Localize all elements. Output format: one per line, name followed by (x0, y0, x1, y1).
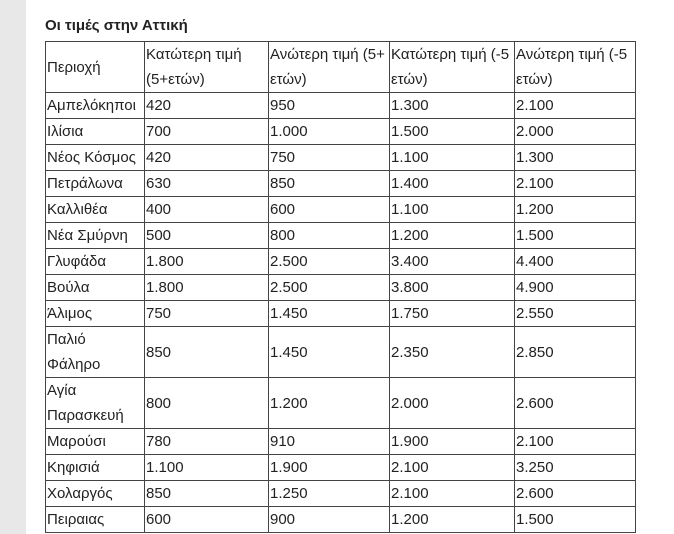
cell-max-price-5plus: 1.900 (269, 455, 390, 481)
price-table (45, 41, 636, 533)
cell-max-price-5plus: 1.450 (269, 327, 390, 378)
cell-min-price-5plus: 1.800 (145, 275, 269, 301)
table-row (46, 223, 636, 249)
cell-min-price-5plus: 1.100 (145, 455, 269, 481)
cell-min-price-5plus: 850 (145, 481, 269, 507)
cell-max-price-under5: 1.500 (515, 223, 636, 249)
cell-min-price-5plus: 1.800 (145, 249, 269, 275)
cell-min-price-5plus: 700 (145, 119, 269, 145)
header-area: Περιοχή (46, 42, 145, 93)
table-row (46, 93, 636, 119)
cell-max-price-under5: 1.200 (515, 197, 636, 223)
cell-min-price-under5: 1.400 (390, 171, 515, 197)
cell-min-price-under5: 1.200 (390, 507, 515, 533)
table-row (46, 378, 636, 429)
table-header-row (46, 42, 636, 93)
header-min-price-under5: Κατώτερη τιμή (-5 ετών) (390, 42, 515, 93)
cell-max-price-under5: 2.600 (515, 378, 636, 429)
cell-max-price-5plus: 600 (269, 197, 390, 223)
cell-max-price-under5: 2.000 (515, 119, 636, 145)
cell-max-price-5plus: 850 (269, 171, 390, 197)
cell-area: Μαρούσι (46, 429, 145, 455)
cell-area: Νέα Σμύρνη (46, 223, 145, 249)
table-title: Οι τιμές στην Αττική (45, 17, 188, 34)
cell-area: Αγία Παρασκευή (46, 378, 145, 429)
cell-max-price-5plus: 1.200 (269, 378, 390, 429)
cell-area: Πειραιας (46, 507, 145, 533)
cell-min-price-5plus: 600 (145, 507, 269, 533)
table-row (46, 119, 636, 145)
table-row (46, 481, 636, 507)
cell-min-price-5plus: 500 (145, 223, 269, 249)
cell-max-price-5plus: 910 (269, 429, 390, 455)
article-content (45, 16, 645, 533)
table-row (46, 171, 636, 197)
table-body (46, 93, 636, 533)
table-row (46, 429, 636, 455)
cell-max-price-5plus: 750 (269, 145, 390, 171)
cell-max-price-5plus: 2.500 (269, 249, 390, 275)
cell-max-price-under5: 2.100 (515, 93, 636, 119)
cell-min-price-under5: 1.300 (390, 93, 515, 119)
cell-area: Βούλα (46, 275, 145, 301)
cell-min-price-under5: 1.100 (390, 197, 515, 223)
cell-min-price-5plus: 630 (145, 171, 269, 197)
header-max-price-under5: Ανώτερη τιμή (-5 ετών) (515, 42, 636, 93)
left-sidebar-strip (0, 0, 26, 534)
cell-area: Καλλιθέα (46, 197, 145, 223)
cell-area: Κηφισιά (46, 455, 145, 481)
cell-max-price-under5: 2.600 (515, 481, 636, 507)
cell-max-price-under5: 2.550 (515, 301, 636, 327)
table-row (46, 197, 636, 223)
cell-min-price-under5: 1.750 (390, 301, 515, 327)
cell-min-price-5plus: 780 (145, 429, 269, 455)
cell-area: Γλυφάδα (46, 249, 145, 275)
cell-min-price-under5: 1.500 (390, 119, 515, 145)
cell-area: Άλιμος (46, 301, 145, 327)
cell-min-price-under5: 3.800 (390, 275, 515, 301)
cell-min-price-5plus: 420 (145, 145, 269, 171)
header-min-price-5plus: Κατώτερη τιμή (5+ετών) (145, 42, 269, 93)
cell-max-price-under5: 2.100 (515, 171, 636, 197)
cell-max-price-under5: 3.250 (515, 455, 636, 481)
cell-max-price-5plus: 1.250 (269, 481, 390, 507)
table-row (46, 275, 636, 301)
cell-area: Παλιό Φάληρο (46, 327, 145, 378)
table-row (46, 507, 636, 533)
cell-min-price-5plus: 800 (145, 378, 269, 429)
cell-max-price-under5: 1.500 (515, 507, 636, 533)
cell-max-price-5plus: 1.450 (269, 301, 390, 327)
cell-min-price-under5: 2.100 (390, 481, 515, 507)
table-row (46, 301, 636, 327)
cell-min-price-5plus: 420 (145, 93, 269, 119)
cell-min-price-under5: 1.200 (390, 223, 515, 249)
table-row (46, 455, 636, 481)
cell-min-price-under5: 1.100 (390, 145, 515, 171)
cell-min-price-under5: 2.100 (390, 455, 515, 481)
cell-max-price-5plus: 800 (269, 223, 390, 249)
header-max-price-5plus: Ανώτερη τιμή (5+ ετών) (269, 42, 390, 93)
cell-area: Χολαργός (46, 481, 145, 507)
cell-min-price-under5: 2.000 (390, 378, 515, 429)
cell-area: Πετράλωνα (46, 171, 145, 197)
cell-max-price-under5: 4.400 (515, 249, 636, 275)
table-row (46, 249, 636, 275)
cell-min-price-5plus: 850 (145, 327, 269, 378)
cell-max-price-5plus: 2.500 (269, 275, 390, 301)
cell-area: Νέος Κόσμος (46, 145, 145, 171)
cell-max-price-5plus: 950 (269, 93, 390, 119)
cell-max-price-under5: 2.850 (515, 327, 636, 378)
cell-min-price-under5: 2.350 (390, 327, 515, 378)
cell-max-price-under5: 4.900 (515, 275, 636, 301)
cell-area: Ιλίσια (46, 119, 145, 145)
cell-max-price-under5: 2.100 (515, 429, 636, 455)
cell-max-price-5plus: 1.000 (269, 119, 390, 145)
cell-min-price-under5: 1.900 (390, 429, 515, 455)
cell-max-price-5plus: 900 (269, 507, 390, 533)
table-row (46, 145, 636, 171)
cell-min-price-5plus: 400 (145, 197, 269, 223)
table-row (46, 327, 636, 378)
cell-min-price-5plus: 750 (145, 301, 269, 327)
cell-min-price-under5: 3.400 (390, 249, 515, 275)
cell-max-price-under5: 1.300 (515, 145, 636, 171)
cell-area: Αμπελόκηποι (46, 93, 145, 119)
